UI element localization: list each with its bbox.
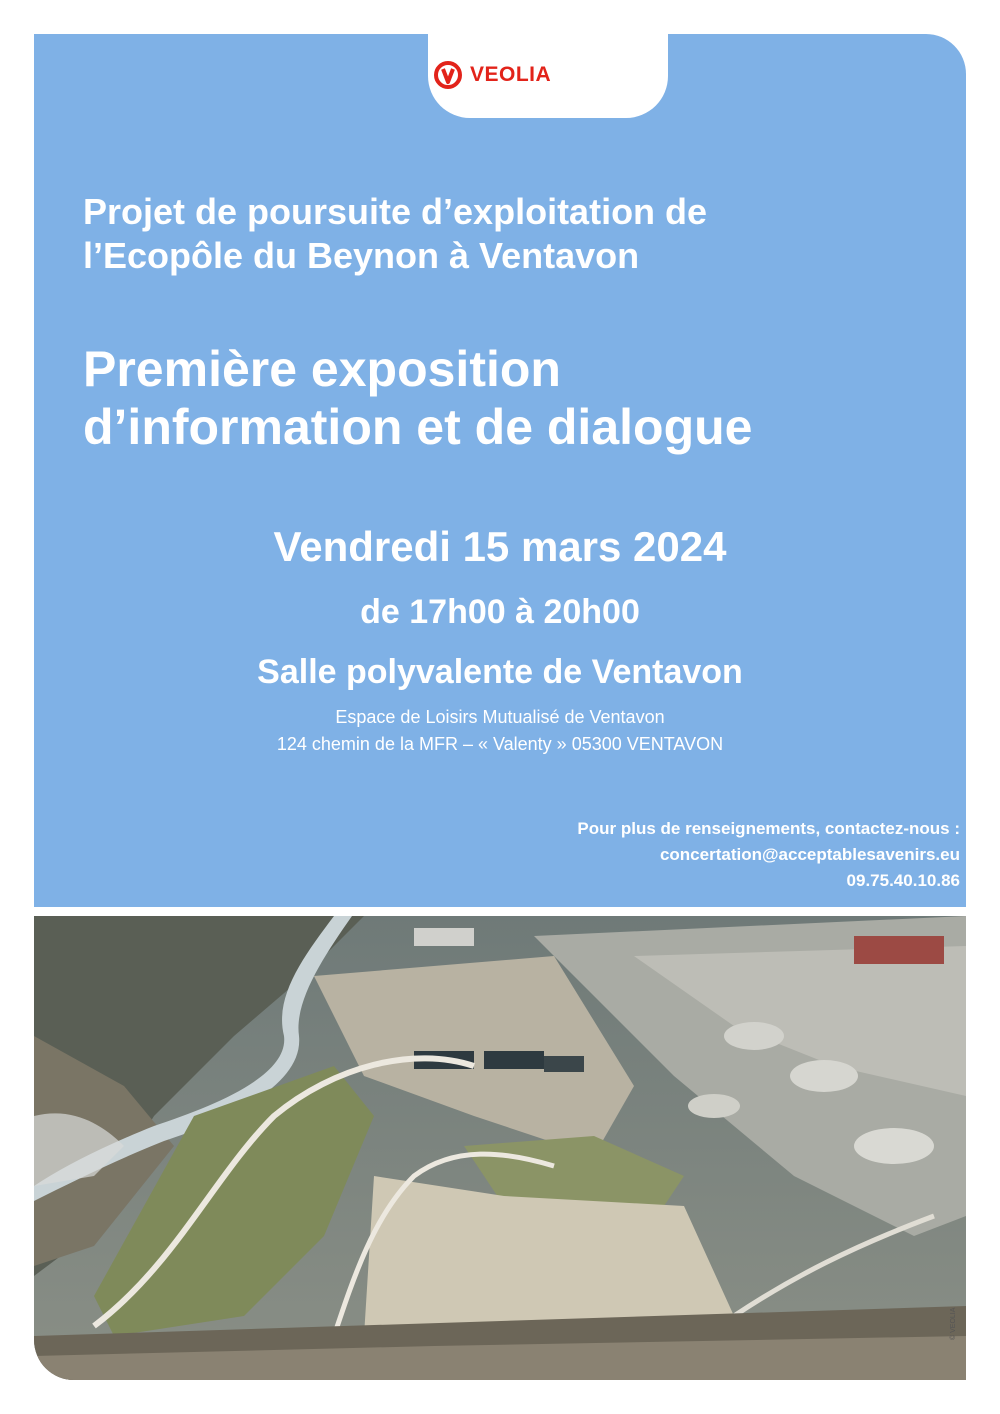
aerial-site-illustration: [34, 916, 966, 1380]
contact-email[interactable]: concertation@acceptablesavenirs.eu: [659, 845, 960, 864]
address-line-1: Espace de Loisirs Mutualisé de Ventavon: [335, 707, 665, 727]
contact-block: [360, 816, 960, 894]
header-panel: [34, 34, 966, 907]
veolia-logo: [434, 58, 551, 92]
aerial-site-photo: [34, 916, 966, 1380]
contact-intro: Pour plus de renseignements, contactez-nous :: [577, 819, 960, 838]
project-title: [83, 190, 943, 278]
brand-name: VEOLIA: [470, 63, 552, 86]
exhibition-title-line-2: d’information et de dialogue: [83, 399, 753, 455]
address-line-2: 124 chemin de la MFR – « Valenty » 05300 VENTAVON: [276, 734, 724, 754]
project-title-line-2: l’Ecopôle du Beynon à Ventavon: [83, 235, 640, 276]
event-date: Vendredi 15 mars 2024: [273, 523, 727, 570]
exhibition-title: [83, 340, 963, 456]
event-address: [0, 704, 1000, 758]
event-venue: Salle polyvalente de Ventavon: [257, 653, 743, 691]
veolia-logo-icon: [434, 60, 462, 90]
exhibition-title-line-1: Première exposition: [83, 341, 561, 397]
project-title-line-1: Projet de poursuite d’exploitation de: [83, 191, 708, 232]
event-time: de 17h00 à 20h00: [360, 593, 640, 631]
photo-credit: © VEOLIA: [950, 1307, 957, 1340]
contact-phone[interactable]: 09.75.40.10.86: [846, 871, 960, 890]
